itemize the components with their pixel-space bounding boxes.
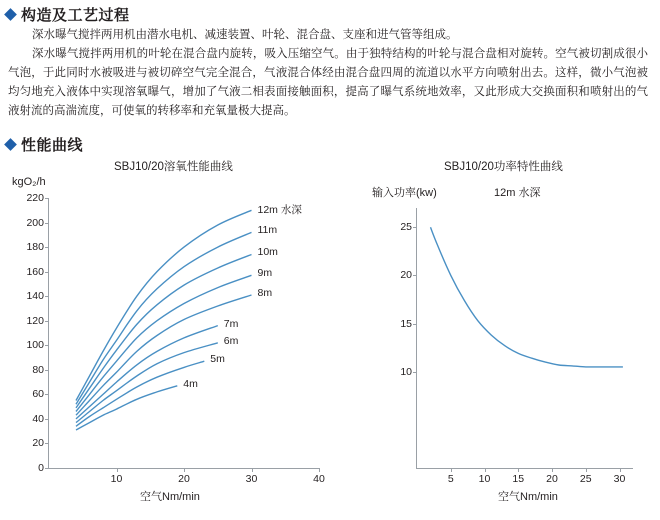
series-curve: [76, 295, 252, 415]
x-axis-tick-mark: [552, 468, 553, 472]
x-axis-tick-label: 40: [313, 473, 325, 485]
series-curve: [76, 210, 252, 400]
y-axis-tick-mark: [45, 468, 49, 469]
series-label: 6m: [223, 334, 239, 347]
y-axis-tick-mark: [45, 247, 49, 248]
y-axis-tick-label: 10: [400, 365, 412, 378]
structure-paragraph-2: 深水曝气搅拌两用机的叶轮在混合盘内旋转，吸入压缩空气。由于独特结构的叶轮与混合盘相对旋转。空气被切割成很小气泡，于此同时水被吸进与被切碎空气完全混合，气液混合体经由混合盘四周的流道以水平方向喷射出去。这样，微小气泡被均匀地充入液体中实现溶氧曝气，增加了气液二相表面接触面积，提高了曝气系统地效率，又此形成大交换面积和喷射出的气液射流的高湍流度，可使氧的转移率和充氧量极大提高。: [8, 48, 648, 117]
y-axis-tick-mark: [45, 223, 49, 224]
x-axis-tick-mark: [586, 468, 587, 472]
y-axis-tick-label: 20: [400, 269, 412, 282]
y-axis-tick-label: 60: [32, 388, 44, 401]
series-label: 12m 水深: [257, 204, 302, 217]
structure-paragraph-1: 深水曝气搅拌两用机由潜水电机、减速装置、叶轮、混合盘、支座和进气管等组成。: [32, 29, 458, 41]
y-axis-tick-mark: [45, 321, 49, 322]
series-label: 4m: [183, 377, 198, 390]
y-axis-tick-mark: [45, 443, 49, 444]
y-axis-tick-label: 120: [26, 314, 44, 327]
power-characteristic-chart: [360, 156, 656, 512]
series-label: 5m: [210, 353, 225, 366]
y-axis-tick-label: 180: [26, 241, 44, 254]
y-axis-tick-label: 15: [400, 317, 412, 330]
chart-left-xlabel: 空气Nm/min: [140, 491, 200, 503]
series-label: 9m: [257, 267, 273, 280]
x-axis-tick-mark: [184, 468, 185, 472]
series-curve: [431, 227, 623, 367]
y-axis-tick-mark: [413, 227, 417, 228]
y-axis-tick-mark: [413, 275, 417, 276]
performance-section-heading: [6, 134, 83, 155]
series-label: 7m: [223, 317, 239, 330]
x-axis-tick-mark: [319, 468, 320, 472]
y-axis-tick-label: 40: [32, 412, 44, 425]
y-axis-tick-label: 220: [26, 192, 44, 204]
x-axis-tick-mark: [620, 468, 621, 472]
structure-heading-text: 构造及工艺过程: [21, 7, 130, 24]
y-axis-tick-label: 200: [26, 216, 44, 229]
chart-right-xlabel: 空气Nm/min: [498, 491, 558, 503]
x-axis-tick-mark: [485, 468, 486, 472]
y-axis-tick-mark: [45, 296, 49, 297]
structure-body-text: [8, 26, 648, 121]
x-axis-tick-label: 20: [546, 473, 558, 485]
chart-title-left: SBJ10/20溶氧性能曲线: [114, 161, 233, 173]
diamond-bullet-icon: [4, 8, 17, 21]
performance-heading-text: 性能曲线: [21, 137, 84, 154]
y-axis-tick-label: 0: [38, 462, 44, 474]
series-label: 8m: [257, 286, 273, 299]
y-axis-tick-mark: [45, 419, 49, 420]
y-axis-tick-mark: [45, 198, 49, 199]
oxygen-performance-chart: [8, 156, 338, 512]
y-axis-tick-mark: [45, 272, 49, 273]
chart-right-depth-note: 12m 水深: [494, 187, 541, 199]
x-axis-tick-label: 25: [579, 473, 592, 485]
chart-left-ylabel: kgO₂/h: [12, 176, 46, 188]
x-axis-tick-mark: [117, 468, 118, 472]
y-axis-tick-mark: [45, 345, 49, 346]
x-axis-tick-mark: [518, 468, 519, 472]
y-axis-tick-mark: [413, 324, 417, 325]
y-axis-tick-label: 25: [400, 221, 412, 234]
x-axis-tick-label: 5: [447, 473, 454, 485]
x-axis-tick-label: 30: [613, 473, 626, 485]
x-axis-tick-label: 10: [110, 473, 123, 485]
chart-left-curves: [49, 198, 319, 468]
chart-left-plot-area: [26, 192, 325, 485]
chart-title-right: SBJ10/20功率特性曲线: [444, 161, 563, 173]
series-label: 11m: [257, 224, 278, 237]
x-axis-tick-label: 30: [245, 473, 258, 485]
y-axis-tick-mark: [45, 370, 49, 371]
y-axis-tick-label: 20: [32, 437, 44, 450]
y-axis-tick-mark: [413, 372, 417, 373]
x-axis-tick-mark: [451, 468, 452, 472]
x-axis-tick-label: 15: [512, 473, 525, 485]
diamond-bullet-icon: [4, 138, 17, 151]
chart-right-curves: [417, 208, 633, 468]
y-axis-tick-label: 100: [26, 339, 44, 352]
y-axis-tick-label: 80: [32, 363, 44, 376]
chart-right-plot-area: [400, 208, 633, 485]
y-axis-tick-label: 160: [26, 265, 44, 278]
y-axis-tick-mark: [45, 394, 49, 395]
series-label: 10m: [257, 246, 278, 259]
x-axis-tick-mark: [252, 468, 253, 472]
x-axis-tick-label: 20: [178, 473, 190, 485]
y-axis-tick-label: 140: [26, 290, 44, 303]
chart-right-ylabel: 输入功率(kw): [372, 187, 437, 199]
x-axis-tick-label: 10: [478, 473, 491, 485]
structure-section-heading: [6, 4, 130, 25]
